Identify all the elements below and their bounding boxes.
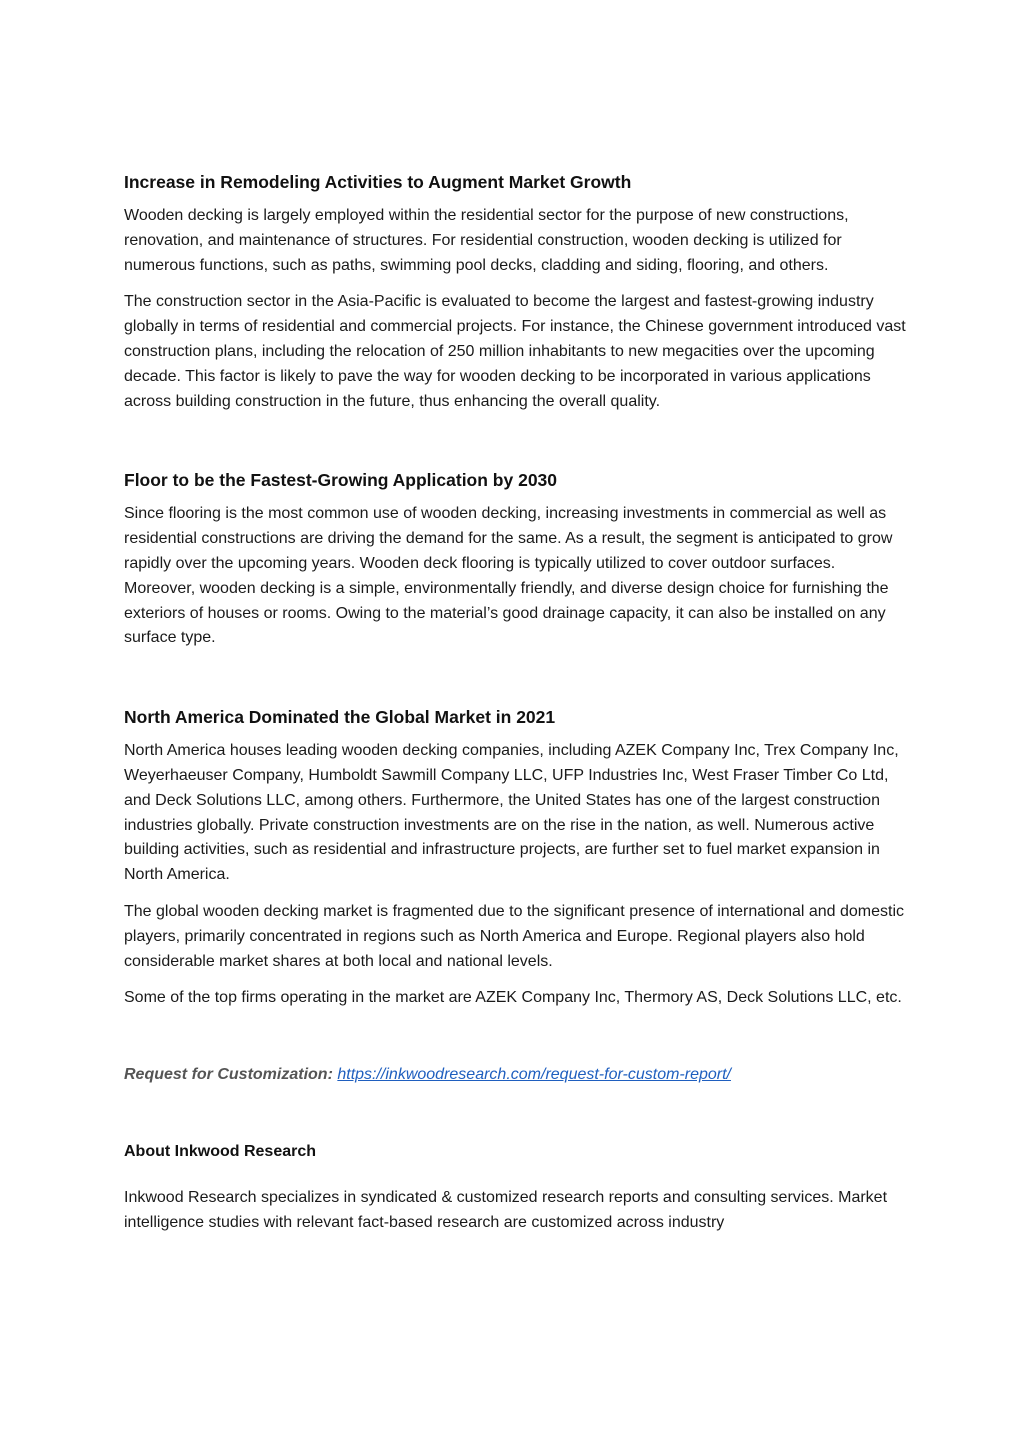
section-floor-application [124, 466, 906, 651]
section-spacer [124, 1023, 906, 1063]
document-page [124, 168, 906, 1248]
customization-request [124, 1063, 906, 1088]
about-paragraph: Inkwood Research specializes in syndicated & customized research reports and consulting services. Market intelligence studies with relevant fact-based research are customized across industry [124, 1188, 888, 1231]
customization-label: Request for Customization: [124, 1066, 333, 1084]
customization-link[interactable]: https://inkwoodresearch.com/request-for-custom-report/ [337, 1066, 731, 1084]
section-paragraph: Some of the top firms operating in the market are AZEK Company Inc, Thermory AS, Deck Solutions LLC, etc. [124, 989, 902, 1007]
about-heading: About Inkwood Research [124, 1142, 317, 1160]
section-paragraph: Since flooring is the most common use of wooden decking, increasing investments in commercial as well as residential constructions are driving the demand for the same. As a result, the segment is anticipated to grow rapidly over the upcoming years. Wooden deck flooring is typically utilized to cover outdoor surfaces. Moreover, wooden decking is a simple, environmentally friendly, and diverse design choice for furnishing the exteriors of houses or rooms. Owing to the material’s good drainage capacity, it can also be installed on any surface type. [124, 505, 893, 647]
section-paragraph: The construction sector in the Asia-Pacific is evaluated to become the largest and fastest-growing industry globally in terms of residential and commercial projects. For instance, the Chinese government introduced vast construction plans, including the relocation of 250 million inhabitants to new megacities over the upcoming decade. This factor is likely to pave the way for wooden decking to be incorporated in various applications across building construction in the future, thus enhancing the overall quality. [124, 293, 906, 410]
section-heading: Floor to be the Fastest-Growing Application by 2030 [124, 470, 558, 491]
section-spacer [124, 426, 906, 466]
section-north-america [124, 703, 906, 1011]
section-paragraph: North America houses leading wooden decking companies, including AZEK Company Inc, Trex Company Inc, Weyerhaeuser Company, Humboldt Sawmill Company LLC, UFP Industries Inc, West Fraser Timber Co Ltd, and Deck Solutions LLC, among others. Furthermore, the United States has one of the largest construction industries globally. Private construction investments are on the rise in the nation, as well. Numerous active building activities, such as residential and infrastructure projects, are further set to fuel market expansion in North America. [124, 742, 899, 884]
section-heading: North America Dominated the Global Market in 2021 [124, 707, 556, 728]
about-section [124, 1140, 906, 1236]
section-remodeling [124, 168, 906, 414]
section-heading: Increase in Remodeling Activities to Augment Market Growth [124, 172, 632, 192]
section-spacer [124, 1088, 906, 1140]
section-paragraph: Wooden decking is largely employed within the residential sector for the purpose of new constructions, renovation, and maintenance of structures. For residential construction, wooden decking is utilized for numerous functions, such as paths, swimming pool decks, cladding and siding, flooring, and others. [124, 207, 849, 274]
section-paragraph: The global wooden decking market is fragmented due to the significant presence of international and domestic players, primarily concentrated in regions such as North America and Europe. Regional players also hold considerable market shares at both local and national levels. [124, 902, 905, 970]
section-spacer [124, 663, 906, 703]
